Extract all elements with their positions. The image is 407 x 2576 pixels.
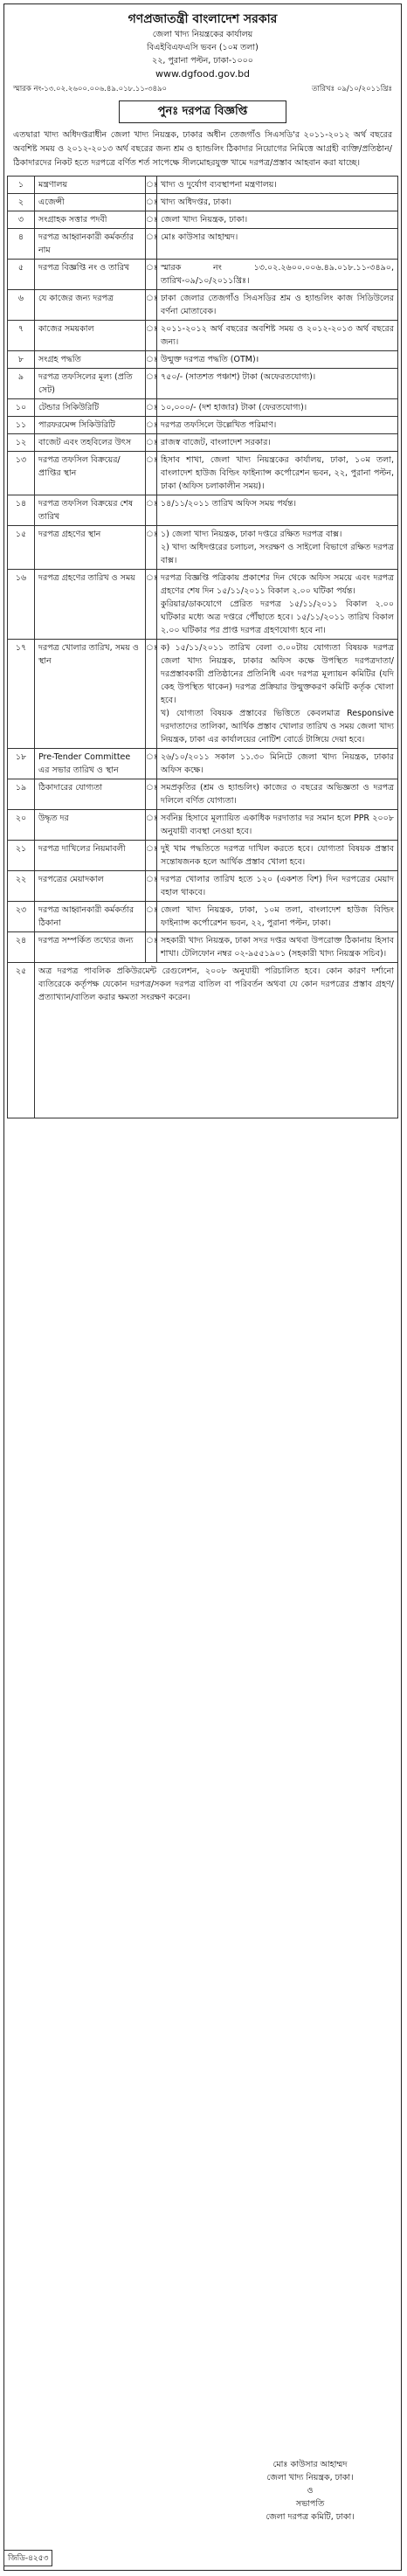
table-row bbox=[8, 369, 398, 399]
table-row bbox=[8, 902, 398, 932]
row-label: দরপত্র দাখিলের নিয়মাবলী bbox=[35, 841, 146, 871]
row-number: ১৩ bbox=[8, 452, 35, 495]
gd-code: জিডি-৪২৫৩ bbox=[3, 2550, 52, 2566]
table-row bbox=[8, 963, 398, 1118]
row-value: উন্মুক্ত দরপত্র পদ্ধতি (OTM)। bbox=[157, 351, 398, 369]
notice-title: পুনঃ দরপত্র বিজ্ঞপ্তি bbox=[119, 100, 286, 123]
row-colon: ঃ bbox=[146, 749, 157, 779]
row-label: দরপত্র তফসিলের মূল্য (প্রতি সেট) bbox=[35, 369, 146, 399]
row-label: কাজের সময়কাল bbox=[35, 321, 146, 351]
row-label: দরপত্র আহ্বানকারী কর্মকর্তার নাম bbox=[35, 229, 146, 260]
office-name: জেলা খাদ্য নিয়ন্ত্রকের কার্যালয় bbox=[152, 30, 253, 39]
tender-details-table bbox=[7, 176, 398, 1118]
row-value: দরপত্র তফসিলে উল্লেখিত পরিমাণ। bbox=[157, 417, 398, 434]
row-colon: ঃ bbox=[146, 290, 157, 321]
row-colon: ঃ bbox=[146, 932, 157, 963]
table-row bbox=[8, 351, 398, 369]
row-colon: ঃ bbox=[146, 260, 157, 290]
table-row bbox=[8, 841, 398, 871]
row-number: ২২ bbox=[8, 871, 35, 902]
building-name: বিএইবিএফএসি ভবন (১০ম তলা) bbox=[147, 43, 259, 52]
row-value: দুই খাম পদ্ধতিতে দরপত্র দাখিল করতে হবে। যোগ্যতা বিষয়ক প্রস্তাব সন্তোষজনক হলে আর্থিক প্রস্তাব খোলা হবে। bbox=[157, 841, 398, 871]
row-value: ক) ১৫/১১/২০১১ তারিখ বেলা ৩.০০টায় যোগ্যতা বিষয়ক দরপত্র জেলা খাদ্য নিয়ন্ত্রক, ঢাকার অফিস কক্ষে উপস্থিত দরপত্রদাতা/দরপ্রস্তাবকারী প্রতিষ্ঠানের প্রতিনিধি এবং দরপত্র মূল্যায়ন কমিটির (যদি কেহ উপস্থিত থাকেন) দরপত্র প্রক্রিয়ার উন্মুক্তকরণ কমিটি কর্তৃক খোলা হবে। খ) যোগ্যতা বিষয়ক প্রস্তাবের ভিত্তিতে কেবলমাত্র Responsive দরদাতাদের তালিকা, আর্থিক প্রস্তাব খোলার তারিখ ও সময় জেলা খাদ্য নিয়ন্ত্রক, ঢাকা এর কার্যালয়ের নোটিশ বোর্ডে টাঙ্গিয়ে দেয়া হবে। bbox=[157, 640, 398, 749]
table-row bbox=[8, 871, 398, 902]
table-row bbox=[8, 495, 398, 526]
row-label: দরপত্র বিজ্ঞপ্তি নং ও তারিখ bbox=[35, 260, 146, 290]
row-number: ৭ bbox=[8, 321, 35, 351]
row-label: এজেন্সী bbox=[35, 194, 146, 211]
row-colon: ঃ bbox=[146, 779, 157, 810]
row-number: ১৯ bbox=[8, 779, 35, 810]
row-value: ১০,০০০/- (দশ হাজার) টাকা (ফেরতযোগ্য)। bbox=[157, 399, 398, 417]
row-colon: ঃ bbox=[146, 495, 157, 526]
row-colon: ঃ bbox=[146, 229, 157, 260]
table-row bbox=[8, 779, 398, 810]
row-value: খাদ্য অধিদপ্তর, ঢাকা। bbox=[157, 194, 398, 211]
table-row bbox=[8, 177, 398, 194]
table-row bbox=[8, 452, 398, 495]
row-number: ১৫ bbox=[8, 526, 35, 570]
row-value: মোঃ কাউসার আহাম্মদ। bbox=[157, 229, 398, 260]
memo-date: তারিখঃ ০৯/১০/২০১১খ্রিঃ bbox=[312, 85, 392, 93]
table-row bbox=[8, 749, 398, 779]
table-row bbox=[8, 211, 398, 229]
row-colon: ঃ bbox=[146, 810, 157, 841]
row-label: উদ্ধৃত দর bbox=[35, 810, 146, 841]
table-row bbox=[8, 932, 398, 963]
row-value: সমপ্রকৃতির (শ্রম ও হ্যান্ডলিং) কাজের ৩ বছরের অভিজ্ঞতা ও দরপত্র দলিলে বর্ণিত যোগ্যতা। bbox=[157, 779, 398, 810]
row-label: দরপত্র তফসিল বিক্রয়ের শেষ তারিখ bbox=[35, 495, 146, 526]
row-value: দরপত্র খোলার তারিখ হতে ১২০ (একশত বিশ) দিন দরপত্রের মেয়াদ বহাল থাকবে। bbox=[157, 871, 398, 902]
row-value: জেলা খাদ্য নিয়ন্ত্রক, ঢাকা। bbox=[157, 211, 398, 229]
row-number: ১১ bbox=[8, 417, 35, 434]
table-row bbox=[8, 417, 398, 434]
row-label: বাজেট এবং তহবিলের উৎস bbox=[35, 434, 146, 452]
row-value: সহকারী খাদ্য নিয়ন্ত্রক, ঢাকা সদর দপ্তর অথবা উপরোক্ত ঠিকানায় হিসাব শাখা। টেলিফোন নম্বর ০২-৯৫৫১৯০১ (সহকারী খাদ্য নিয়ন্ত্রক সচিব)। bbox=[157, 932, 398, 963]
row-number: ১৮ bbox=[8, 749, 35, 779]
row-label: দরপত্র সম্পর্কিত তথ্যের জন্য bbox=[35, 932, 146, 963]
table-row bbox=[8, 399, 398, 417]
row-number: ২৩ bbox=[8, 902, 35, 932]
row-colon: ঃ bbox=[146, 841, 157, 871]
row-label: দরপত্র গ্রহণের স্থান bbox=[35, 526, 146, 570]
row-value: ১৪/১১/২০১১ তারিখ অফিস সময় পর্যন্ত। bbox=[157, 495, 398, 526]
row-label: দরপত্র আহ্বানকারী কর্মকর্তার ঠিকানা bbox=[35, 902, 146, 932]
row-colon: ঃ bbox=[146, 417, 157, 434]
row-number: ৪ bbox=[8, 229, 35, 260]
table-row bbox=[8, 570, 398, 640]
table-row bbox=[8, 526, 398, 570]
row-label: ঠিকাদারের যোগ্যতা bbox=[35, 779, 146, 810]
row-number: ৫ bbox=[8, 260, 35, 290]
row-number: ১২ bbox=[8, 434, 35, 452]
row-number: ২০ bbox=[8, 810, 35, 841]
row-colon: ঃ bbox=[146, 452, 157, 495]
office-address: ২২, পুরানা পল্টন, ঢাকা-১০০০ bbox=[152, 56, 253, 66]
row-label: যে কাজের জন্য দরপত্র bbox=[35, 290, 146, 321]
signature-block bbox=[223, 2458, 397, 2524]
government-title: গণপ্রজাতন্ত্রী বাংলাদেশ সরকার bbox=[128, 12, 278, 26]
letterhead bbox=[4, 4, 401, 81]
row-colon: ঃ bbox=[146, 211, 157, 229]
row-value: ঢাকা জেলার তেজগাঁও সিএসডির শ্রম ও হ্যান্ডলিং কাজ সিডিউলের বর্ণনা মোতাবেক। bbox=[157, 290, 398, 321]
row-label: দরপত্র খোলার তারিখ, সময় ও স্থান bbox=[35, 640, 146, 749]
row-colon: ঃ bbox=[146, 351, 157, 369]
row-label: সংগ্রহ পদ্ধতি bbox=[35, 351, 146, 369]
row-number: ১০ bbox=[8, 399, 35, 417]
table-row bbox=[8, 321, 398, 351]
row-colon: ঃ bbox=[146, 194, 157, 211]
table-row bbox=[8, 434, 398, 452]
row-colon: ঃ bbox=[146, 570, 157, 640]
signatory-designation: জেলা খাদ্য নিয়ন্ত্রক, ঢাকা। bbox=[266, 2473, 354, 2483]
row-number: ২৫ bbox=[8, 963, 35, 1118]
row-number: ২১ bbox=[8, 841, 35, 871]
row-colon: ঃ bbox=[146, 526, 157, 570]
row-value: ২৬/১০/২০১১ সকাল ১১.৩০ মিনিটে জেলা খাদ্য নিয়ন্ত্রক, ঢাকার অফিস কক্ষে। bbox=[157, 749, 398, 779]
row-value: ২০১১-২০১২ অর্থ বছরের অবশিষ্ট সময় ও ২০১২-২০১৩ অর্থ বছরের জন্য। bbox=[157, 321, 398, 351]
table-row bbox=[8, 810, 398, 841]
row-number: ২৪ bbox=[8, 932, 35, 963]
row-number: ১৬ bbox=[8, 570, 35, 640]
row-label: মন্ত্রণালয় bbox=[35, 177, 146, 194]
table-row bbox=[8, 229, 398, 260]
row-value: ৭৫০/- (সাতশত পঞ্চাশ) টাকা (অফেরতযোগ্য)। bbox=[157, 369, 398, 399]
signatory-and: ও bbox=[307, 2486, 314, 2496]
row-number: ২ bbox=[8, 194, 35, 211]
row-value: ১) জেলা খাদ্য নিয়ন্ত্রক, ঢাকা দপ্তরে রক্ষিত দরপত্র বাক্স। ২) খাদ্য অধিদপ্তরের চলাচল, সংরক্ষণ ও সাইলো বিভাগে রক্ষিত দরপত্র বাক্স। bbox=[157, 526, 398, 570]
intro-paragraph: এতদ্বারা খাদ্য অধিদপ্তরাধীন জেলা খাদ্য নিয়ন্ত্রক, ঢাকার অধীন তেজগাঁও সিএসডি'র ২০১১-২০১২ অর্থ বছরের অবশিষ্ট সময় ও ২০১২-২০১৩ অর্থ বছরের জন্য শ্রম ও হ্যান্ডলিং ঠিকাদার নিয়োগের নিমিত্তে আগ্রহী ব্যক্তি/প্রতিষ্ঠান/ঠিকাদারদের নিকট হতে দরপত্রে বর্ণিত শর্ত সাপেক্ষে সীলমোহরযুক্ত খামে দরপত্র/প্রস্তাব আহবান করা যাচ্ছে। bbox=[13, 130, 392, 168]
signatory-committee: জেলা দরপত্র কমিটি, ঢাকা। bbox=[266, 2512, 355, 2522]
row-value: খাদ্য ও দুর্যোগ ব্যবস্থাপনা মন্ত্রণালয়। bbox=[157, 177, 398, 194]
memo-number: স্মারক নং-১৩.০২.২৬০০.০০৬.৪৯.০১৮.১১-৩৪৯০ bbox=[13, 85, 168, 93]
row-number: ৮ bbox=[8, 351, 35, 369]
row-label: দরপত্রের মেয়াদকাল bbox=[35, 871, 146, 902]
row-value: রাজস্ব বাজেট, বাংলাদেশ সরকার। bbox=[157, 434, 398, 452]
table-row bbox=[8, 260, 398, 290]
row-label: দরপত্র তফসিল বিক্রয়ের/প্রাপ্তির স্থান bbox=[35, 452, 146, 495]
table-row bbox=[8, 194, 398, 211]
memo-line bbox=[4, 81, 401, 95]
row-label: টেন্ডার সিকিউরিটি bbox=[35, 399, 146, 417]
row-number: ৯ bbox=[8, 369, 35, 399]
tender-notice-page bbox=[3, 3, 402, 2571]
row-label: সংগ্রাহক সত্তার পদবী bbox=[35, 211, 146, 229]
row-label: পারফরমেন্স সিকিউরিটি bbox=[35, 417, 146, 434]
row-colon: ঃ bbox=[146, 399, 157, 417]
row-colon: ঃ bbox=[146, 321, 157, 351]
row-colon: ঃ bbox=[146, 177, 157, 194]
row-colon: ঃ bbox=[146, 902, 157, 932]
row-number: ১ bbox=[8, 177, 35, 194]
website-link[interactable]: www.dgfood.gov.bd bbox=[155, 68, 251, 80]
row-label: দরপত্র গ্রহণের তারিখ ও সময় bbox=[35, 570, 146, 640]
row-label: Pre-Tender Committee এর সভার তারিখ ও স্থান bbox=[35, 749, 146, 779]
row-value: সর্বনিম্ন হিসাবে মূল্যায়িত একাধিক দরদাতার দর সমান হলে PPR ২০০৮ অনুযায়ী ব্যবস্থা নেওয়া হবে। bbox=[157, 810, 398, 841]
table-row bbox=[8, 640, 398, 749]
row-value: অত্র দরপত্র পাবলিক প্রকিউরমেন্ট রেগুলেশন, ২০০৮ অনুযায়ী পরিচালিত হবে। কোন কারণ দর্শানো ব্যতিরেকে কর্তৃপক্ষ যেকোন দরপত্র/সকল দরপত্র বাতিল বা পরিবর্তন অথবা যে কোন দরপত্রের প্রস্তাব গ্রহণ/প্রত্যাখ্যান/বাতিল করার ক্ষমতা সংরক্ষণ করেন। bbox=[35, 963, 398, 1118]
row-value: দরপত্র বিজ্ঞপ্তি পত্রিকায় প্রকাশের দিন থেকে অফিস সময়ে এবং দরপত্র গ্রহণের শেষ দিন ১৫/১১/২০১১ বিকাল ২.০০ ঘটিকা পর্যন্ত। কুরিয়ার/ডাকযোগে প্রেরিত দরপত্র ১৫/১১/২০১১ বিকাল ২.০০ ঘটিকার মধ্যে অত্র দপ্তরে পৌঁছাতে হবে। ১৫/১১/২০১১ তারিখ বিকাল ২.০০ ঘটিকার পর প্রাপ্ত দরপত্র গ্রহণযোগ্য হবে না। bbox=[157, 570, 398, 640]
row-number: ৩ bbox=[8, 211, 35, 229]
row-colon: ঃ bbox=[146, 871, 157, 902]
row-value: জেলা খাদ্য নিয়ন্ত্রক, ঢাকা, ১০ম তলা, বাংলাদেশ হাউজ বিল্ডিং ফাইন্যান্স কর্পোরেশন ভবন, ২২, পুরানা পল্টন, ঢাকা। bbox=[157, 902, 398, 932]
signatory-name: মোঃ কাউসার আহাম্মদ bbox=[272, 2460, 348, 2469]
signatory-chair: সভাপতি bbox=[295, 2499, 325, 2509]
row-number: ১৭ bbox=[8, 640, 35, 749]
row-colon: ঃ bbox=[146, 640, 157, 749]
row-number: ১৪ bbox=[8, 495, 35, 526]
row-colon: ঃ bbox=[146, 369, 157, 399]
row-number: ৬ bbox=[8, 290, 35, 321]
row-value: হিসাব শাখা, জেলা খাদ্য নিয়ন্ত্রকের কার্যালয়, ঢাকা, ১০ম তলা, বাংলাদেশ হাউজ বিল্ডিং ফাইন্যান্স কর্পোরেশন ভবন, ২২, পুরানা পল্টন, ঢাকা (অফিস চলাকালীন সময়)। bbox=[157, 452, 398, 495]
table-row bbox=[8, 290, 398, 321]
row-colon: ঃ bbox=[146, 434, 157, 452]
row-value: স্মারক নং ১৩.০২.২৬০০.০০৬.৪৯.০১৮.১১-৩৪৯০, তারিখ-০৯/১০/২০১১খ্রিঃ। bbox=[157, 260, 398, 290]
